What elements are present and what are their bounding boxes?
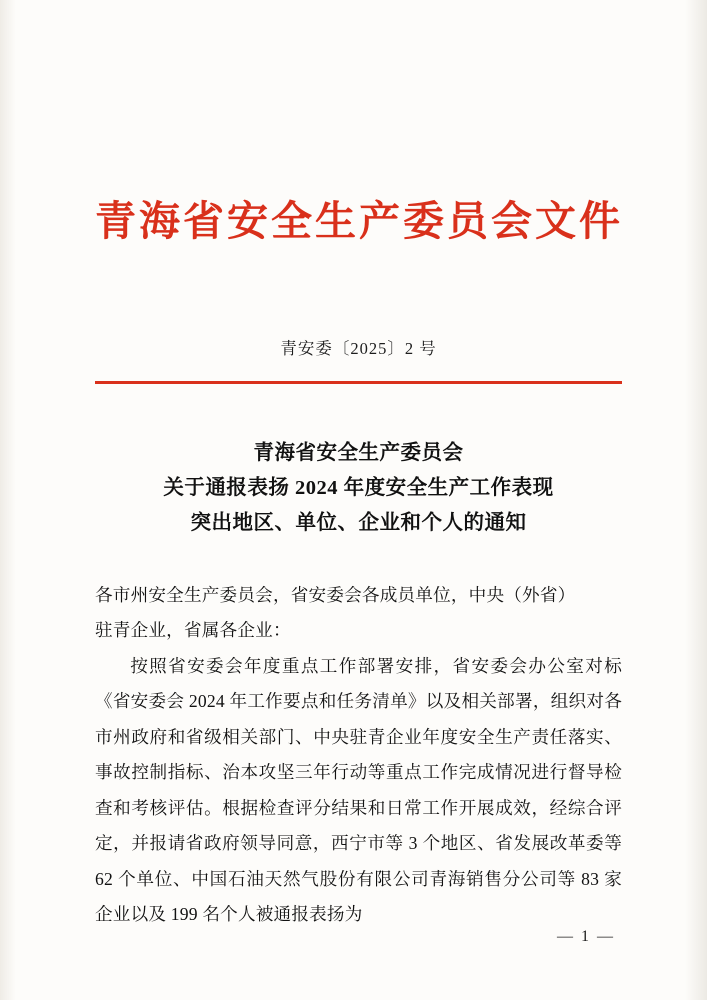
document-subject bbox=[95, 436, 622, 542]
red-divider-rule bbox=[95, 381, 622, 384]
subject-line-1: 青海省安全生产委员会 bbox=[253, 441, 464, 464]
subject-line-3: 突出地区、单位、企业和个人的通知 bbox=[190, 512, 527, 535]
subject-line-2: 关于通报表扬 2024 年度安全生产工作表现 bbox=[163, 477, 554, 499]
salutation-line-2: 驻青企业，省属各企业： bbox=[95, 620, 291, 641]
document-title: 青海省安全生产委员会文件 bbox=[95, 197, 623, 245]
salutation-line-1: 各市州安全生产委员会，省安委会各成员单位，中央（外省） bbox=[95, 584, 576, 605]
body-paragraph: 按照省安委会年度重点工作部署安排，省安委会办公室对标《省安委会 2024 年工作要点和任务清单》以及相关部署，组织对各市州政府和省级相关部门、中央驻青企业年度安全生产责任落实、事故控制指标、治本攻坚三年行动等重点工作完成情况进行督导检查和考核评估。根据检查评分结果和日常工作开展成效，经综合评定，并报请省政府领导同意，西宁市等 3 个地区、省发展改革委等 62 个单位、中国石油天然气股份有限公司青海销售分公司等 83 家企业以及 199 名个人被通报表扬为 bbox=[95, 655, 622, 925]
document-body bbox=[95, 578, 622, 933]
document-content bbox=[95, 0, 622, 933]
page-number: — 1 — bbox=[557, 928, 615, 945]
document-number: 青安委〔2025〕2 号 bbox=[280, 339, 437, 359]
